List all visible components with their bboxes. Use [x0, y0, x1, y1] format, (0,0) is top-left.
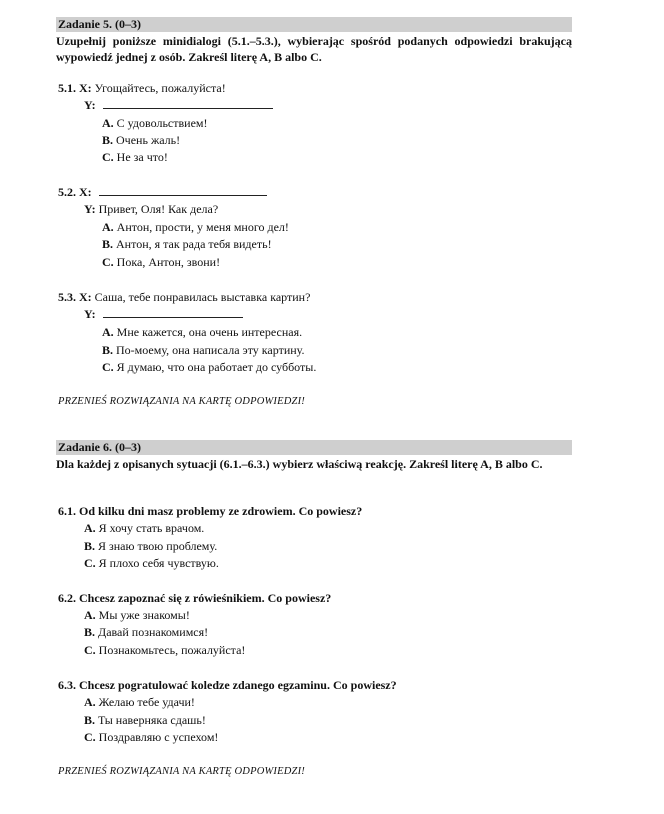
option-row[interactable] — [84, 538, 217, 554]
speaker-y-label: Y: — [84, 307, 96, 321]
speaker-y-text: Привет, Оля! Как дела? — [98, 202, 219, 216]
option-text: Поздравляю с успехом! — [98, 730, 219, 744]
option-letter: C. — [102, 150, 114, 164]
option-text: С удовольствием! — [116, 116, 208, 130]
option-letter: B. — [84, 625, 96, 639]
option-row[interactable] — [102, 254, 220, 270]
option-text: Ты наверняка сдашь! — [98, 713, 206, 727]
task5-item2-y — [84, 201, 218, 217]
task5-item3-y — [84, 306, 243, 322]
option-text: Я знаю твою проблему. — [98, 539, 218, 553]
task5-item2-x — [58, 184, 267, 200]
option-letter: A. — [84, 608, 96, 622]
option-text: Давай познакомимся! — [98, 625, 209, 639]
task6-item2-question — [58, 590, 331, 606]
option-row[interactable] — [102, 115, 208, 131]
option-text: Я плохо себя чувствую. — [98, 556, 219, 570]
option-text: Желаю тебе удачи! — [98, 695, 195, 709]
item-number: 5.3. — [58, 290, 76, 304]
option-row[interactable] — [84, 729, 218, 745]
task6-instruction: Dla każdej z opisanych sytuacji (6.1.–6.3.) wybierz właściwą reakcję. Zakreśl literę A, B albo C. — [56, 457, 543, 471]
option-letter: B. — [102, 343, 114, 357]
option-letter: C. — [102, 255, 114, 269]
item-number: 6.3. — [58, 678, 76, 692]
transfer-answers-note: PRZENIEŚ ROZWIĄZANIA NA KARTĘ ODPOWIEDZI! — [58, 766, 305, 777]
option-letter: C. — [102, 360, 114, 374]
answer-blank-line — [99, 184, 267, 196]
option-letter: B. — [102, 133, 114, 147]
option-row[interactable] — [84, 624, 208, 640]
option-text: Мне кажется, она очень интересная. — [116, 325, 303, 339]
speaker-y-label: Y: — [84, 98, 96, 112]
option-text: Я хочу стать врачом. — [98, 521, 205, 535]
task5-item1-y — [84, 97, 273, 113]
speaker-x-text: Угощайтесь, пожалуйста! — [94, 81, 226, 95]
option-row[interactable] — [102, 359, 316, 375]
option-letter: A. — [84, 521, 96, 535]
option-row[interactable] — [84, 712, 206, 728]
option-row[interactable] — [84, 520, 204, 536]
option-row[interactable] — [102, 219, 289, 235]
option-letter: A. — [84, 695, 96, 709]
option-letter: C. — [84, 556, 96, 570]
option-text: Очень жаль! — [116, 133, 181, 147]
option-row[interactable] — [102, 132, 180, 148]
option-text: Антон, я так рада тебя видеть! — [116, 237, 272, 251]
question-text: Chcesz pogratulować koledze zdanego egzaminu. Co powiesz? — [79, 678, 397, 692]
task5-item1-x — [58, 80, 226, 96]
option-text: Я думаю, что она работает до субботы. — [116, 360, 317, 374]
task6-item1-question — [58, 503, 362, 519]
option-text: Антон, прости, у меня много дел! — [116, 220, 289, 234]
item-number: 6.2. — [58, 591, 76, 605]
option-text: Мы уже знакомы! — [98, 608, 190, 622]
task5-instruction: Uzupełnij poniższe minidialogi (5.1.–5.3.), wybierając spośród podanych odpowiedzi brakującą wypowiedź jednej z osób. Zakreśl literę A, B albo C. — [56, 34, 572, 64]
option-letter: C. — [84, 643, 96, 657]
option-row[interactable] — [84, 694, 195, 710]
option-row[interactable] — [102, 324, 302, 340]
speaker-y-label: Y: — [84, 202, 96, 216]
transfer-answers-note: PRZENIEŚ ROZWIĄZANIA NA KARTĘ ODPOWIEDZI! — [58, 396, 305, 407]
option-text: Познакомьтесь, пожалуйста! — [98, 643, 246, 657]
option-text: Пока, Антон, звони! — [116, 255, 221, 269]
option-letter: B. — [84, 539, 96, 553]
question-text: Chcesz zapoznać się z rówieśnikiem. Co powiesz? — [79, 591, 332, 605]
option-row[interactable] — [102, 236, 272, 252]
item-number: 5.1. — [58, 81, 76, 95]
option-letter: B. — [84, 713, 96, 727]
option-letter: A. — [102, 116, 114, 130]
option-letter: C. — [84, 730, 96, 744]
option-letter: A. — [102, 325, 114, 339]
speaker-x-label: X: — [79, 185, 92, 199]
task5-item3-x — [58, 289, 310, 305]
speaker-x-label: X: — [79, 81, 92, 95]
question-text: Od kilku dni masz problemy ze zdrowiem. Co powiesz? — [79, 504, 363, 518]
speaker-x-text: Саша, тебе понравилась выставка картин? — [94, 290, 311, 304]
option-row[interactable] — [102, 149, 168, 165]
task5-header: Zadanie 5. (0–3) — [56, 17, 572, 32]
option-text: Не за что! — [116, 150, 168, 164]
task6-header: Zadanie 6. (0–3) — [56, 440, 572, 455]
option-row[interactable] — [84, 607, 190, 623]
option-row[interactable] — [84, 555, 219, 571]
option-letter: B. — [102, 237, 114, 251]
answer-blank-line — [103, 97, 273, 109]
item-number: 5.2. — [58, 185, 76, 199]
option-row[interactable] — [102, 342, 304, 358]
option-row[interactable] — [84, 642, 245, 658]
option-letter: A. — [102, 220, 114, 234]
answer-blank-line — [103, 306, 243, 318]
option-text: По-моему, она написала эту картину. — [116, 343, 305, 357]
speaker-x-label: X: — [79, 290, 92, 304]
task6-item3-question — [58, 677, 397, 693]
item-number: 6.1. — [58, 504, 76, 518]
